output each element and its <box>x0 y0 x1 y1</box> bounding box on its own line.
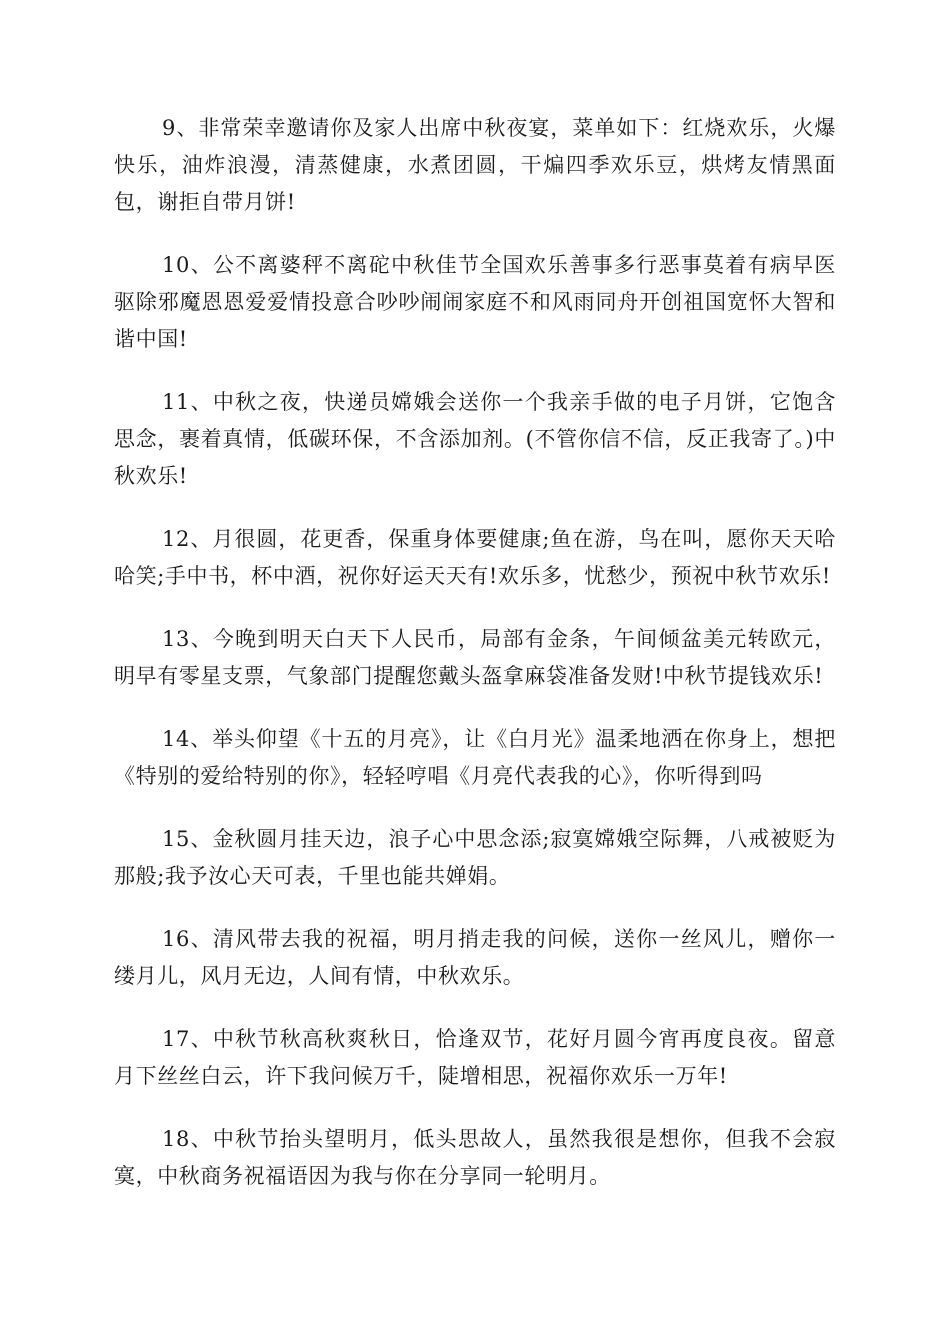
paragraph-12: 12、月很圆，花更香，保重身体要健康;鱼在游，鸟在叫，愿你天天哈哈笑;手中书，杯中酒，祝你好运天天有!欢乐多，忧愁少，预祝中秋节欢乐! <box>114 527 836 588</box>
paragraph-9: 9、非常荣幸邀请你及家人出席中秋夜宴，菜单如下：红烧欢乐，火爆快乐，油炸浪漫，清蒸健康，水煮团圆，干煸四季欢乐豆，烘烤友情黑面包，谢拒自带月饼! <box>114 116 836 214</box>
paragraph-17: 17、中秋节秋高秋爽秋日，恰逢双节，花好月圆今宵再度良夜。留意月下丝丝白云，许下我问候万千，陡增相思，祝福你欢乐一万年! <box>114 1027 836 1088</box>
paragraph-13: 13、今晚到明天白天下人民币，局部有金条，午间倾盆美元转欧元，明早有零星支票，气象部门提醒您戴头盔拿麻袋准备发财!中秋节提钱欢乐! <box>114 627 836 688</box>
paragraph-18: 18、中秋节抬头望明月，低头思故人，虽然我很是想你，但我不会寂寞，中秋商务祝福语因为我与你在分享同一轮明月。 <box>114 1127 836 1188</box>
paragraph-15: 15、金秋圆月挂天边，浪子心中思念添;寂寞嫦娥空际舞，八戒被贬为那般;我予汝心天可表，千里也能共婵娟。 <box>114 827 836 888</box>
paragraph-16: 16、清风带去我的祝福，明月捎走我的问候，送你一丝风儿，赠你一缕月儿，风月无边，人间有情，中秋欢乐。 <box>114 927 836 988</box>
document-body <box>114 110 836 1221</box>
paragraph-14: 14、举头仰望《十五的月亮》，让《白月光》温柔地洒在你身上，想把《特别的爱给特别的你》，轻轻哼唱《月亮代表我的心》，你听得到吗 <box>114 727 836 788</box>
paragraph-11: 11、中秋之夜，快递员嫦娥会送你一个我亲手做的电子月饼，它饱含思念，裹着真情，低碳环保，不含添加剂。(不管你信不信，反正我寄了。)中秋欢乐! <box>114 390 836 488</box>
paragraph-10: 10、公不离婆秤不离砣中秋佳节全国欢乐善事多行恶事莫着有病早医驱除邪魔恩恩爱爱情投意合吵吵闹闹家庭不和风雨同舟开创祖国宽怀大智和谐中国! <box>114 253 836 351</box>
